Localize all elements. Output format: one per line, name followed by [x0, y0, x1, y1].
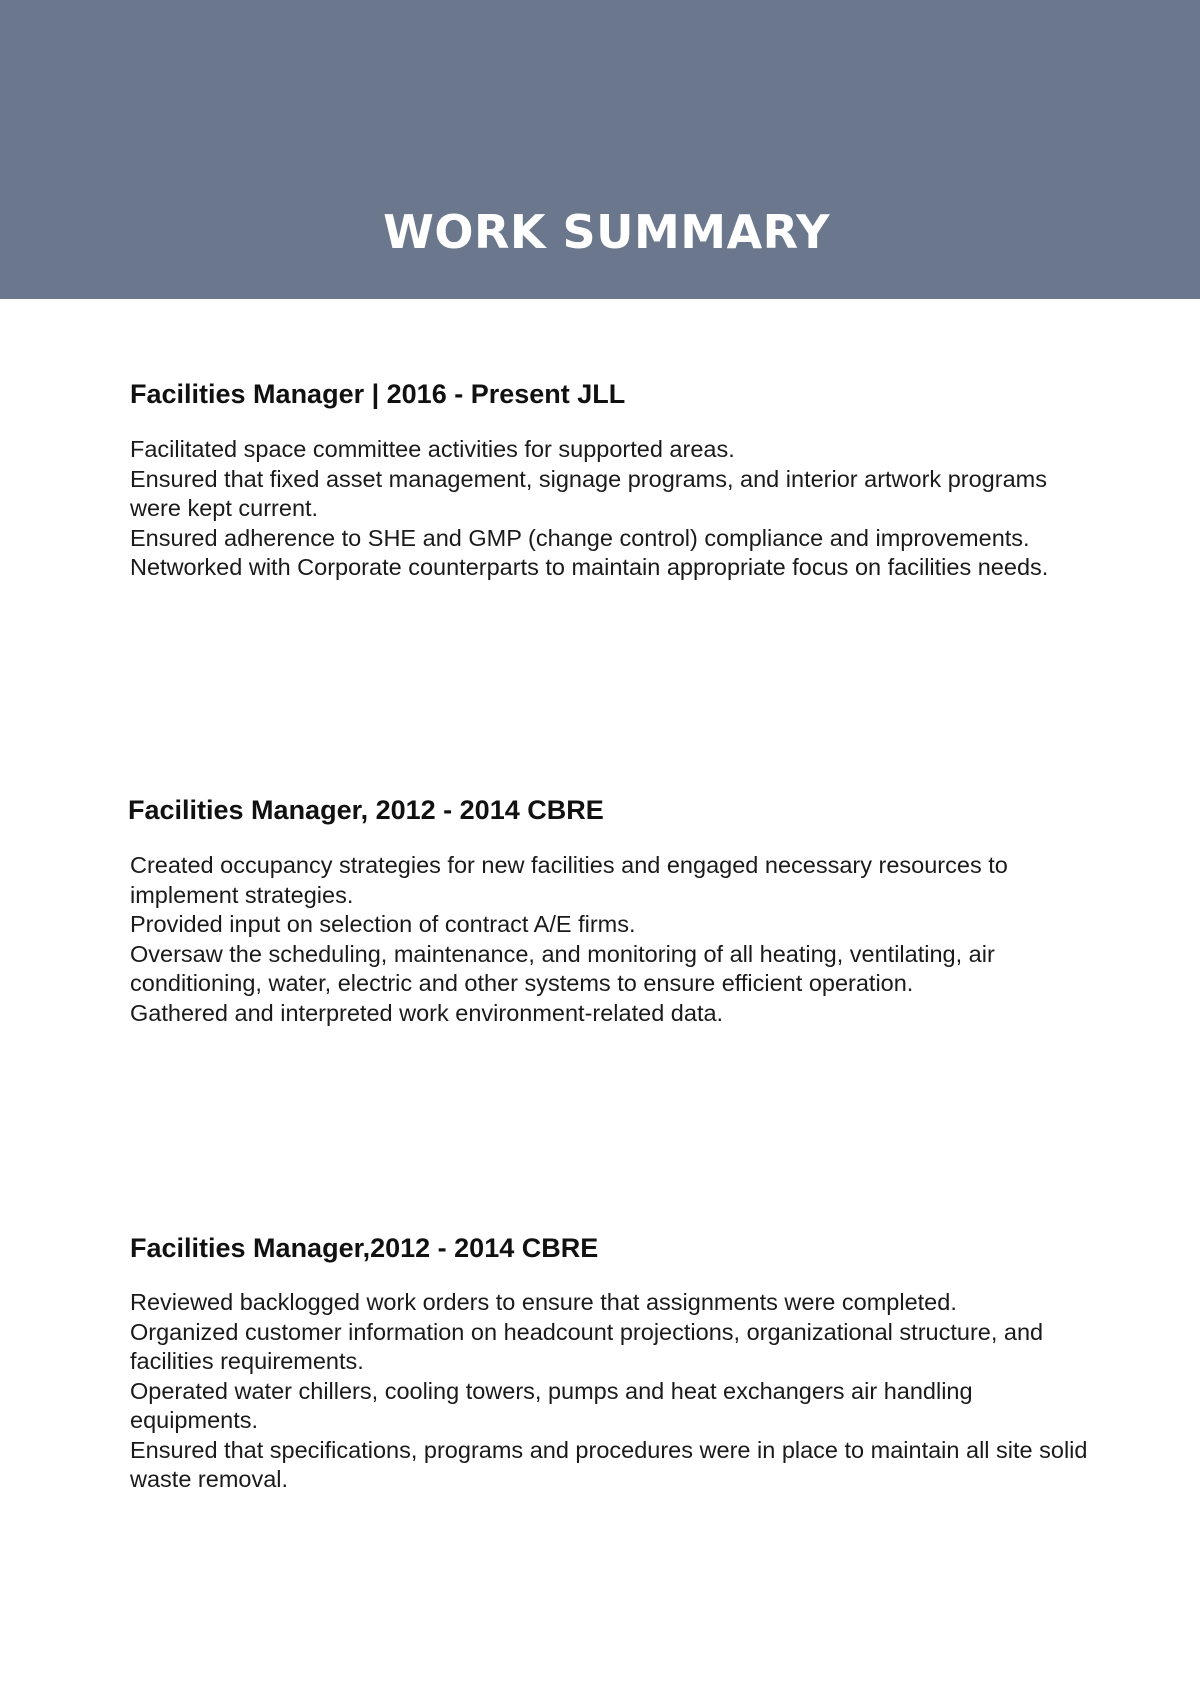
- job-bullet: Operated water chillers, cooling towers, pumps and heat exchangers air handling equipments.: [130, 1377, 973, 1433]
- job-bullet: Ensured adherence to SHE and GMP (change control) compliance and improvements.: [130, 524, 1030, 551]
- job-description: [130, 851, 1088, 1028]
- job-bullet: Facilitated space committee activities for supported areas.: [130, 436, 735, 462]
- job-entry: [130, 377, 1090, 583]
- job-entry: [128, 793, 1088, 1028]
- page-title: WORK SUMMARY: [383, 205, 830, 259]
- job-title: Facilities Manager | 2016 - Present JLL: [130, 379, 626, 409]
- job-bullet: Oversaw the scheduling, maintenance, and monitoring of all heating, ventilating, air conditioning, water, electric and other systems to ensure efficient operation.: [130, 940, 995, 996]
- job-bullet: Organized customer information on headcount projections, organizational structure, and facilities requirements.: [130, 1318, 1044, 1374]
- job-bullet: Reviewed backlogged work orders to ensure that assignments were completed.: [130, 1289, 957, 1315]
- job-bullet: Provided input on selection of contract A/E firms.: [130, 911, 636, 937]
- job-entry: [130, 1231, 1090, 1495]
- job-description: [130, 435, 1090, 583]
- job-bullet: Gathered and interpreted work environment-related data.: [130, 999, 724, 1026]
- job-bullet: Ensured that fixed asset management, signage programs, and interior artwork programs were kept current.: [130, 465, 1047, 521]
- job-title: Facilities Manager, 2012 - 2014 CBRE: [128, 795, 604, 825]
- job-bullet: Ensured that specifications, programs and procedures were in place to maintain all site solid waste removal.: [130, 1436, 1088, 1492]
- job-title: Facilities Manager,2012 - 2014 CBRE: [130, 1233, 599, 1263]
- job-bullet: Networked with Corporate counterparts to maintain appropriate focus on facilities needs.: [130, 554, 1049, 580]
- job-description: [130, 1288, 1090, 1495]
- header-band: [0, 0, 1200, 299]
- job-bullet: Created occupancy strategies for new facilities and engaged necessary resources to implement strategies.: [130, 852, 1008, 908]
